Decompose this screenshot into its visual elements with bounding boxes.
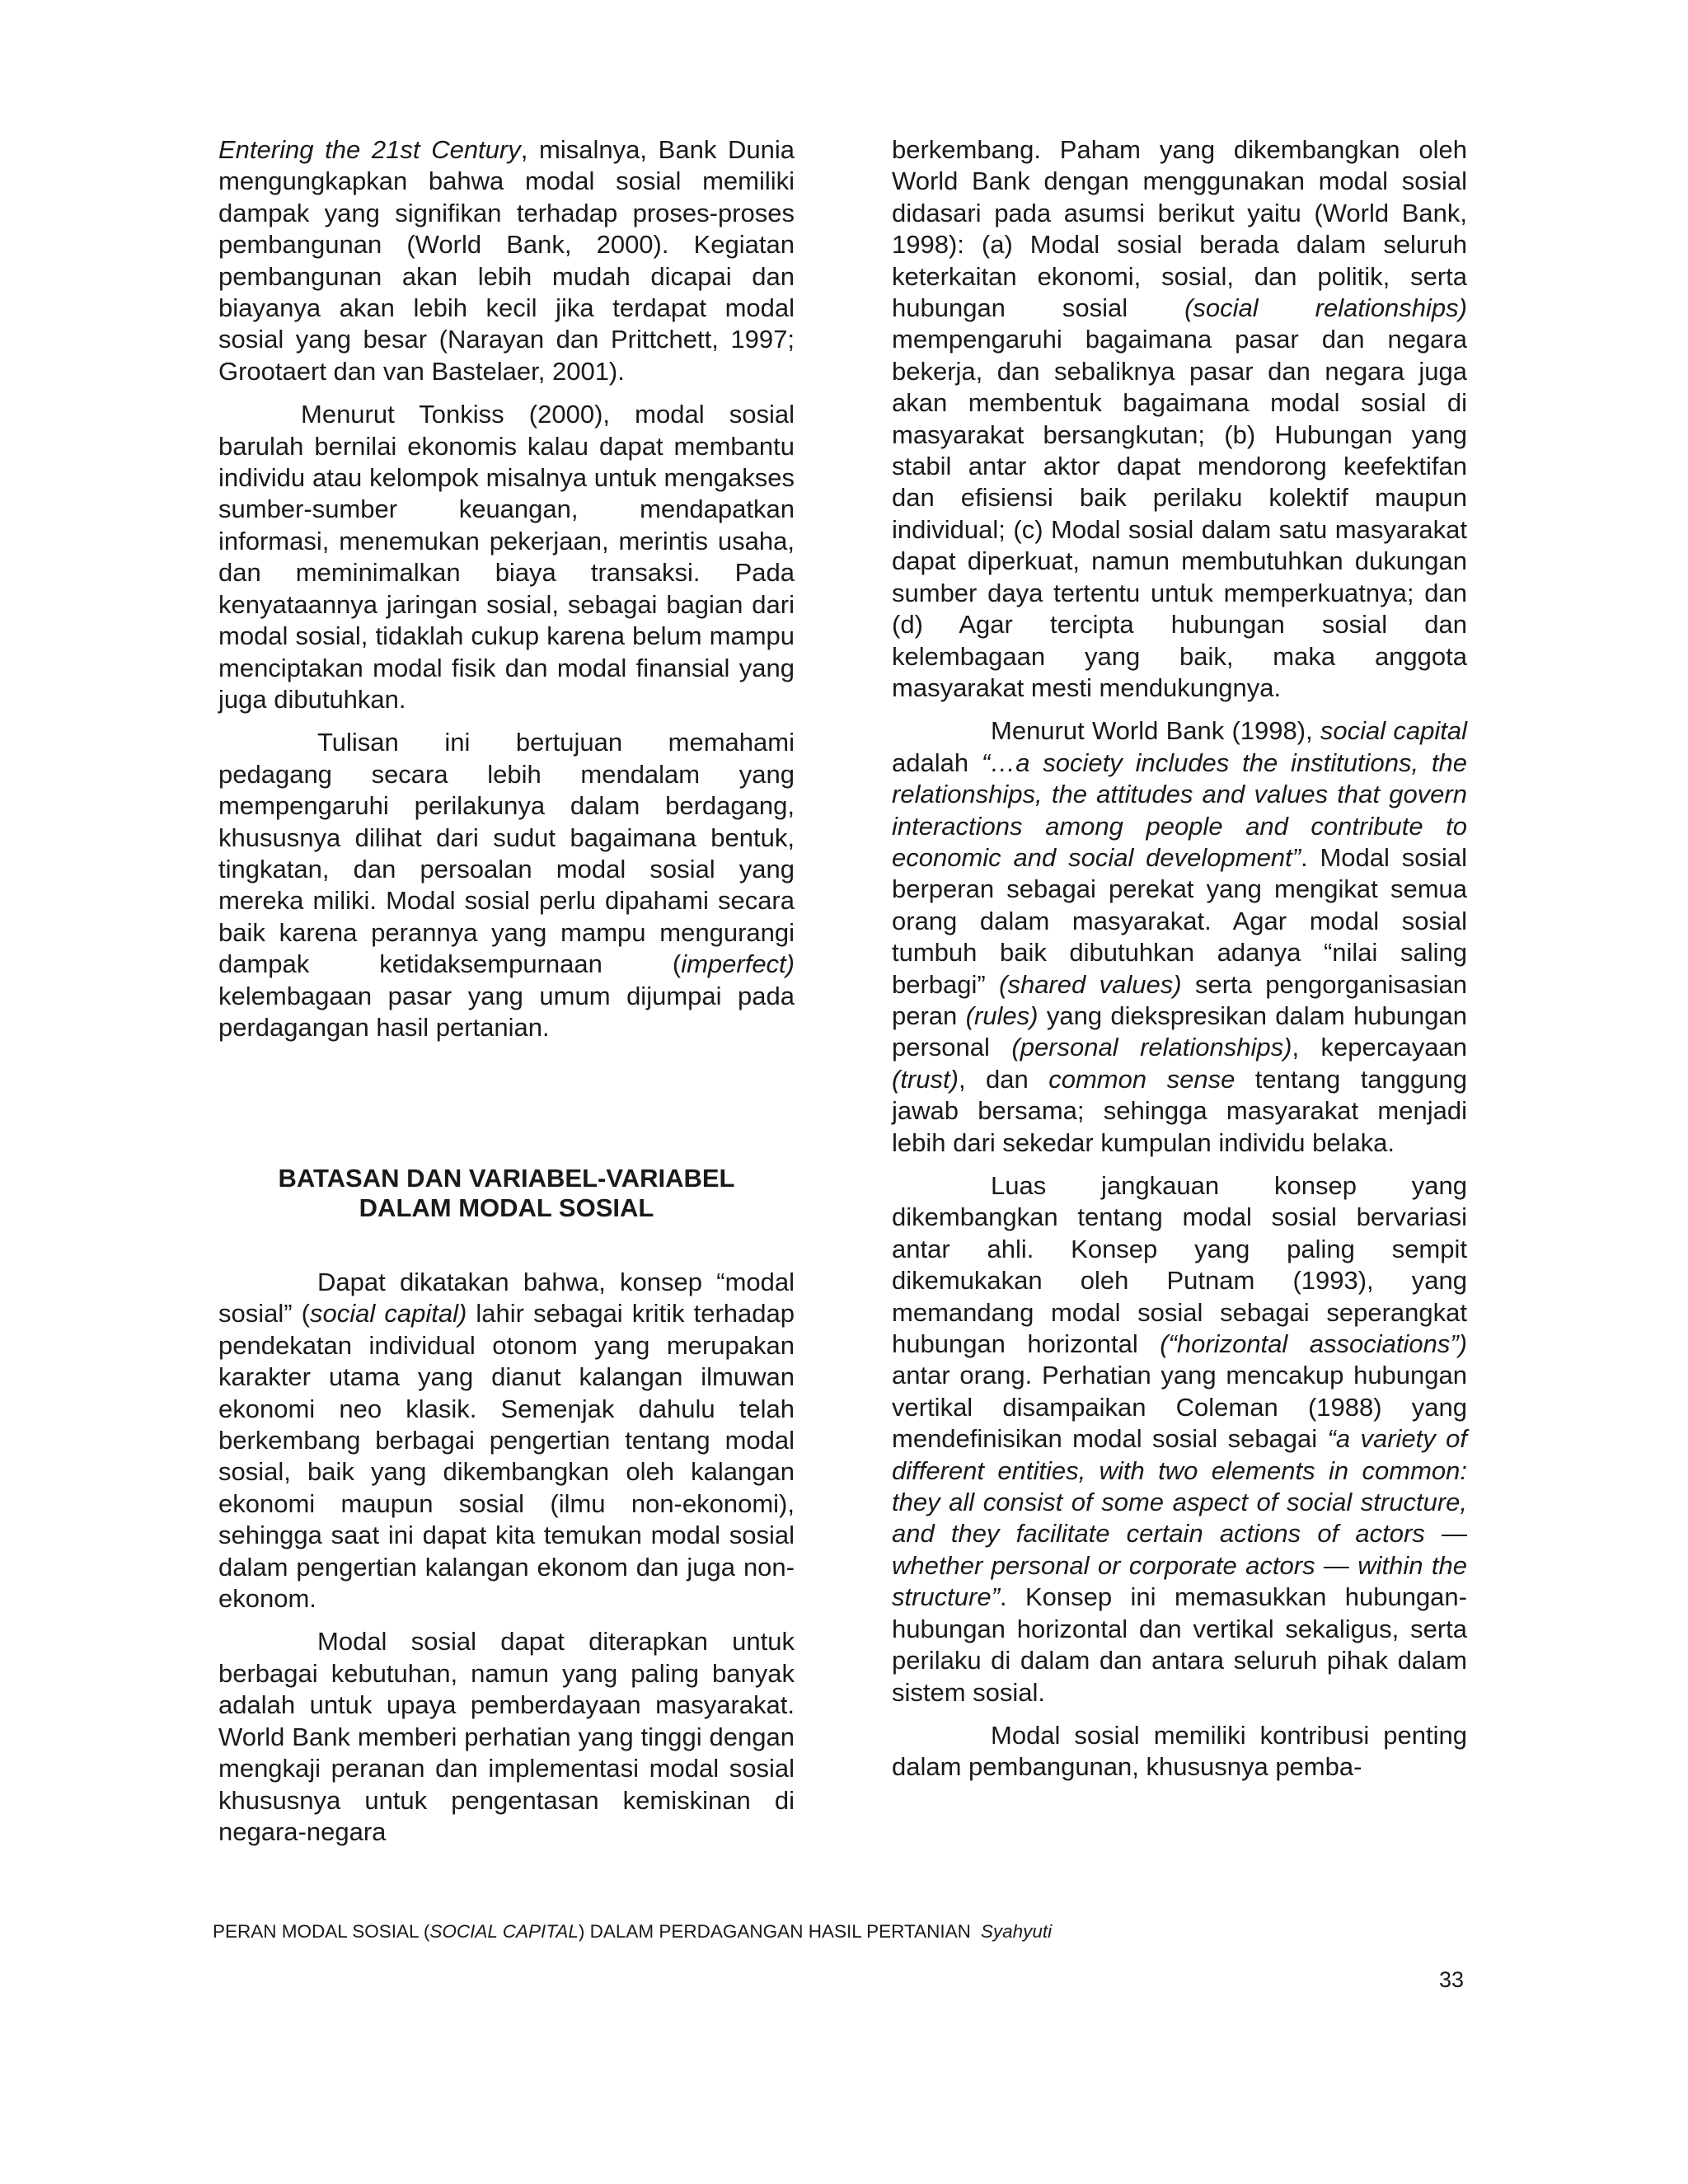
italic-phrase: imperfect)	[681, 949, 795, 979]
right-paragraph-4: Modal sosial memiliki kontribusi penting dalam pembangunan, khususnya pemba-	[892, 1720, 1467, 1782]
italic-phrase: Entering the 21st Century	[218, 135, 521, 164]
right-paragraph-2	[892, 715, 1467, 1159]
paragraph-text: Tulisan ini bertujuan memahami pedagang secara lebih mendalam yang mempengaruhi perilakunya dalam berdagang, khususnya dilihat dari sudut bagaimana bentuk, tingkatan, dan persoalan modal sosial yang mereka miliki. Modal sosial perlu dipahami secara baik karena perannya yang mampu mengurangi dampak ketidaksempurnaan (	[218, 728, 795, 979]
paragraph-text: adalah	[892, 748, 982, 777]
page-number: 33	[1438, 1967, 1464, 1992]
paragraph-text: . Modal sosial berperan sebagai perekat yang mengikat semua orang dalam masyarakat. Agar modal sosial tumbuh baik dibutuhkan adanya “nilai saling berbagi”	[892, 842, 1467, 999]
paragraph-text: kelembagaan pasar yang umum dijumpai pada perdagangan hasil pertanian.	[218, 981, 795, 1042]
paragraph-text: yang diekspresikan dalam hubungan personal	[892, 1001, 1467, 1062]
paragraph-text: Menurut World Bank (1998),	[991, 716, 1320, 746]
italic-phrase: (rules)	[965, 1001, 1039, 1030]
italic-phrase: (trust)	[892, 1064, 959, 1094]
left-paragraph-2: Menurut Tonkiss (2000), modal sosial barulah bernilai ekonomis kalau dapat membantu individu atau kelompok misalnya untuk mengakses sumber-sumber keuangan, mendapatkan informasi, menemukan pekerjaan, merintis usaha, dan meminimalkan biaya transaksi. Pada kenyataannya jaringan sosial, sebagai bagian dari modal sosial, tidaklah cukup karena belum mampu menciptakan modal fisik dan modal finansial yang juga dibutuhkan.	[218, 400, 795, 714]
footer-title: ) DALAM PERDAGANGAN HASIL PERTANIAN	[578, 1921, 971, 1942]
footer-author: Syahyuti	[980, 1921, 1053, 1942]
right-column	[892, 134, 1467, 1795]
left-paragraph-3	[218, 727, 795, 1043]
italic-phrase: (social relationships)	[1184, 293, 1467, 323]
paragraph-text: lahir sebagai kritik terhadap pendekatan individual otonom yang merupakan karakter utama yang dianut kalangan ilmuwan ekonomi neo klasik. Semenjak dahulu telah berkembang berbagai pengertian tentang modal sosial, baik yang dikembangkan oleh kalangan ekonomi maupun sosial (ilmu non-ekonomi), sehingga saat ini dapat kita temukan modal sosial dalam pengertian kalangan ekonom dan juga non-ekonom.	[218, 1299, 795, 1614]
paragraph-text: , dan	[958, 1064, 1049, 1094]
italic-phrase: social capital)	[310, 1299, 467, 1329]
paragraph-text: Luas jangkauan konsep yang dikembangkan tentang modal sosial bervariasi antar ahli. Konsep yang paling sempit dikemukakan oleh Putnam (1993), yang memandang modal sosial sebagai seperangkat hubungan horizontal	[892, 1171, 1467, 1359]
section-heading-line-2: DALAM MODAL SOSIAL	[359, 1193, 654, 1222]
paragraph-text: antar orang. Perhatian yang mencakup hubungan vertikal disampaikan Coleman (1988) yang mendefinisikan modal sosial sebagai	[892, 1361, 1467, 1454]
footer-title: PERAN MODAL SOSIAL (	[213, 1921, 430, 1942]
paragraph-text: serta pengorganisasian peran	[892, 969, 1467, 1030]
footer-title-italic: SOCIAL CAPITAL	[429, 1921, 579, 1942]
italic-phrase: (personal relationships)	[1011, 1033, 1292, 1062]
italic-quote: “a variety of different entities, with two elements in common: they all consist of some aspect of social structure, and they facilitate certain actions of actors — whether personal or corporate actors — within the structure”	[892, 1424, 1468, 1612]
left-paragraph-4	[218, 1267, 795, 1615]
section-heading	[218, 1164, 795, 1223]
paragraph-text: Dapat dikatakan bahwa, konsep “modal sosial” (	[218, 1268, 795, 1329]
italic-phrase: common sense	[1048, 1064, 1236, 1094]
left-paragraph-1	[218, 134, 795, 387]
left-paragraph-5: Modal sosial dapat diterapkan untuk berbagai kebutuhan, namun yang paling banyak adalah untuk upaya pemberdayaan masyarakat. World Bank memberi perhatian yang tinggi dengan mengkaji peranan dan implementasi modal sosial khususnya untuk pengentasan kemiskinan di negara-negara	[218, 1627, 795, 1846]
paragraph-text: tentang tanggung jawab bersama; sehingga masyarakat menjadi lebih dari sekedar kumpulan individu belaka.	[892, 1064, 1467, 1157]
italic-phrase: social capital	[1320, 716, 1467, 746]
paragraph-text: . Konsep ini memasukkan hubungan-hubungan horizontal dan vertikal sekaligus, serta perilaku di dalam dan antara seluruh pihak dalam sistem sosial.	[892, 1582, 1467, 1707]
running-footer	[213, 1920, 1052, 1943]
paragraph-text: mempengaruhi bagaimana pasar dan negara bekerja, dan sebaliknya pasar dan negara juga akan membentuk bagaimana modal sosial di masyarakat bersangkutan; (b) Hubungan yang stabil antar aktor dapat mendorong keefektifan dan efisiensi baik perilaku kolektif maupun individual; (c) Modal sosial dalam satu masyarakat dapat diperkuat, namun membutuhkan dukungan sumber daya tertentu untuk memperkuatnya; dan (d) Agar tercipta hubungan sosial dan kelembagaan yang baik, maka anggota masyarakat mesti mendukungnya.	[892, 325, 1467, 702]
right-paragraph-3	[892, 1170, 1467, 1708]
right-paragraph-1	[892, 134, 1467, 704]
left-column-lower	[218, 1267, 795, 1859]
paragraph-text: , kepercayaan	[1292, 1033, 1468, 1062]
italic-phrase: (shared values)	[999, 969, 1182, 999]
section-heading-line-1: BATASAN DAN VARIABEL-VARIABEL	[278, 1164, 735, 1193]
italic-phrase: (“horizontal associations”)	[1160, 1329, 1467, 1359]
paragraph-text: , misalnya, Bank Dunia mengungkapkan bahwa modal sosial memiliki dampak yang signifikan terhadap proses-proses pembangunan (World Bank, 2000). Kegiatan pembangunan akan lebih mudah dicapai dan biayanya akan lebih kecil jika terdapat modal sosial yang besar (Narayan dan Prittchett, 1997; Grootaert dan van Bastelaer, 2001).	[218, 135, 795, 386]
paragraph-text: berkembang. Paham yang dikembangkan oleh World Bank dengan menggunakan modal sosial didasari pada asumsi berikut yaitu (World Bank, 1998): (a) Modal sosial berada dalam seluruh keterkaitan ekonomi, sosial, dan politik, serta hubungan sosial	[892, 135, 1467, 323]
italic-quote: “…a society includes the institutions, the relationships, the attitudes and values that govern interactions among people and contribute to economic and social development”	[892, 748, 1467, 872]
